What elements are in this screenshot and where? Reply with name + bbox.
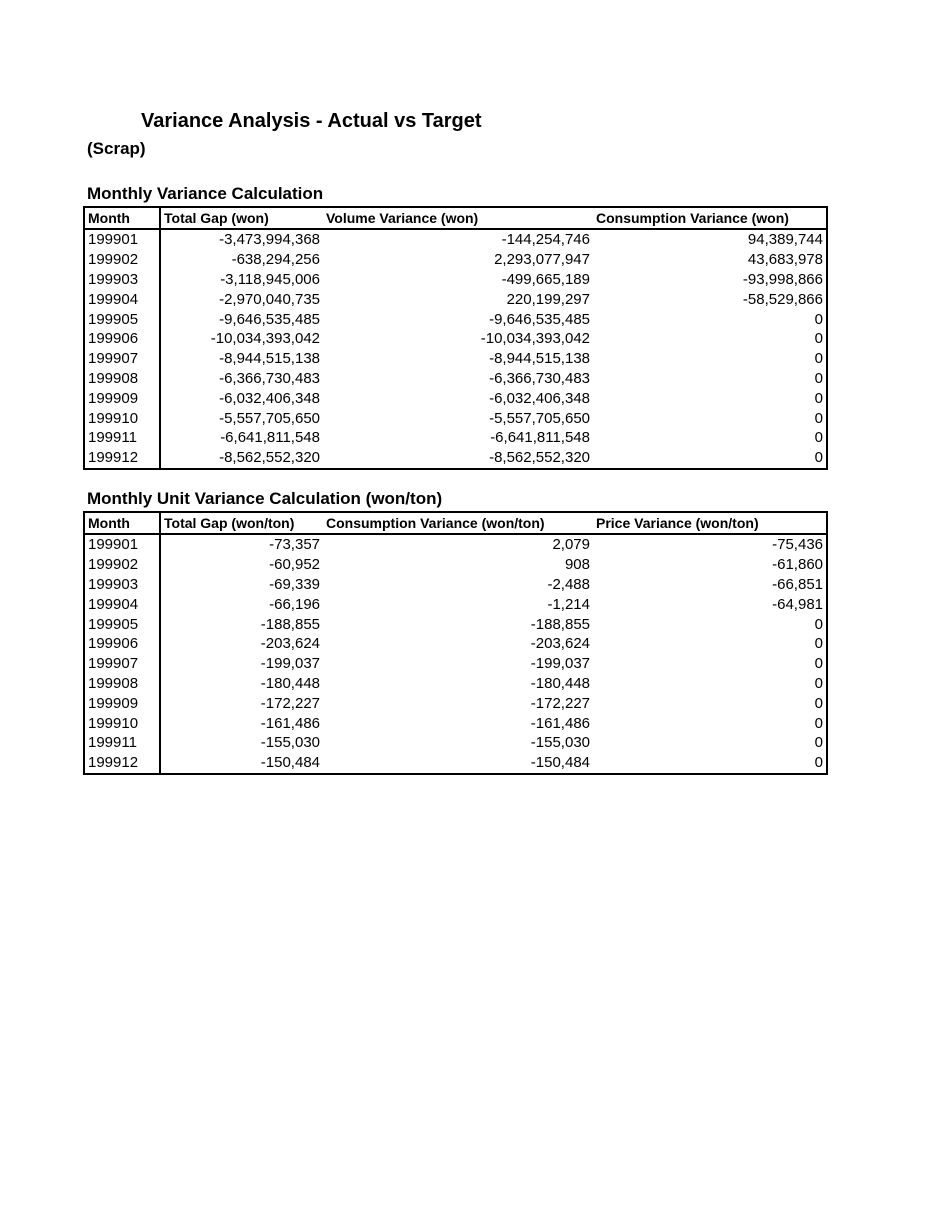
table-row <box>84 388 827 408</box>
table-row <box>84 428 827 448</box>
cell-variance-b: 0 <box>814 734 823 752</box>
cell-variance-a: -6,032,406,348 <box>489 389 590 407</box>
cell-variance-b: 0 <box>814 429 823 447</box>
cell-variance-b: -75,436 <box>772 536 823 554</box>
table-row <box>84 733 827 753</box>
cell-month: 199903 <box>84 575 160 595</box>
cell-total-gap: -150,484 <box>260 754 320 772</box>
cell-total-gap: -161,486 <box>260 714 320 732</box>
table-row <box>84 408 827 428</box>
cell-variance-b: 0 <box>814 694 823 712</box>
cell-variance-b: 0 <box>814 310 823 328</box>
section-title-monthly-unit-variance: Monthly Unit Variance Calculation (won/ton) <box>87 489 443 508</box>
column-header-total-gap: Total Gap (won/ton) <box>160 512 323 534</box>
table-row <box>84 753 827 774</box>
cell-variance-a: -188,855 <box>530 615 590 633</box>
cell-variance-b: 0 <box>814 635 823 653</box>
cell-month: 199904 <box>84 289 160 309</box>
cell-variance-b: 0 <box>814 714 823 732</box>
cell-variance-a: 908 <box>564 556 590 574</box>
monthly-variance-table <box>83 206 828 470</box>
cell-variance-a: -9,646,535,485 <box>489 310 590 328</box>
cell-variance-a: -1,214 <box>547 595 590 613</box>
cell-month: 199907 <box>84 349 160 369</box>
cell-total-gap: -199,037 <box>260 655 320 673</box>
cell-variance-b: 0 <box>814 655 823 673</box>
column-header-volume-variance: Volume Variance (won) <box>323 207 593 229</box>
table-row <box>84 229 827 250</box>
cell-month: 199908 <box>84 674 160 694</box>
cell-variance-a: -155,030 <box>530 734 590 752</box>
cell-total-gap: -10,034,393,042 <box>210 330 320 348</box>
column-header-month: Month <box>84 207 160 229</box>
cell-month: 199902 <box>84 555 160 575</box>
cell-month: 199909 <box>84 388 160 408</box>
table-row <box>84 575 827 595</box>
cell-total-gap: -172,227 <box>260 694 320 712</box>
cell-month: 199905 <box>84 309 160 329</box>
cell-variance-b: 94,389,744 <box>747 231 823 249</box>
cell-variance-a: 2,079 <box>552 536 590 554</box>
cell-month: 199903 <box>84 270 160 290</box>
cell-total-gap: -2,970,040,735 <box>219 290 320 308</box>
cell-variance-b: -66,851 <box>772 575 823 593</box>
cell-total-gap: -6,032,406,348 <box>219 389 320 407</box>
cell-month: 199911 <box>84 733 160 753</box>
cell-month: 199912 <box>84 448 160 469</box>
cell-variance-b: -61,860 <box>772 556 823 574</box>
cell-total-gap: -60,952 <box>269 556 320 574</box>
table-header-row <box>84 512 827 534</box>
cell-total-gap: -66,196 <box>269 595 320 613</box>
cell-total-gap: -3,118,945,006 <box>220 270 320 288</box>
table-row <box>84 614 827 634</box>
cell-total-gap: -203,624 <box>260 635 320 653</box>
cell-variance-a: -6,641,811,548 <box>490 429 590 447</box>
cell-variance-a: -499,665,189 <box>501 270 590 288</box>
cell-total-gap: -188,855 <box>260 615 320 633</box>
cell-total-gap: -155,030 <box>260 734 320 752</box>
column-header-total-gap: Total Gap (won) <box>160 207 323 229</box>
cell-total-gap: -3,473,994,368 <box>219 231 320 249</box>
column-header-price-variance: Price Variance (won/ton) <box>593 512 827 534</box>
cell-variance-b: -58,529,866 <box>742 290 823 308</box>
cell-total-gap: -6,641,811,548 <box>220 429 320 447</box>
table-row <box>84 270 827 290</box>
cell-month: 199906 <box>84 329 160 349</box>
table-row <box>84 289 827 309</box>
cell-variance-a: -203,624 <box>530 635 590 653</box>
table-row <box>84 534 827 555</box>
table-header-row <box>84 207 827 229</box>
monthly-unit-variance-table <box>83 511 828 775</box>
cell-variance-b: 43,683,978 <box>747 251 823 269</box>
cell-variance-b: 0 <box>814 754 823 772</box>
cell-variance-b: -64,981 <box>772 595 823 613</box>
table-row <box>84 349 827 369</box>
cell-variance-b: 0 <box>814 615 823 633</box>
table-row <box>84 250 827 270</box>
cell-variance-b: 0 <box>814 409 823 427</box>
cell-total-gap: -180,448 <box>260 674 320 692</box>
cell-variance-a: -150,484 <box>530 754 590 772</box>
cell-variance-a: 220,199,297 <box>506 290 590 308</box>
cell-month: 199904 <box>84 594 160 614</box>
cell-variance-a: -5,557,705,650 <box>489 409 590 427</box>
cell-month: 199907 <box>84 654 160 674</box>
cell-total-gap: -69,339 <box>269 575 320 593</box>
column-header-month: Month <box>84 512 160 534</box>
column-header-consumption-variance: Consumption Variance (won/ton) <box>323 512 593 534</box>
page-subtitle: (Scrap) <box>87 139 146 158</box>
cell-variance-b: 0 <box>814 350 823 368</box>
table-row <box>84 594 827 614</box>
cell-variance-b: 0 <box>814 674 823 692</box>
cell-variance-b: -93,998,866 <box>742 270 823 288</box>
cell-total-gap: -73,357 <box>269 536 320 554</box>
cell-total-gap: -638,294,256 <box>231 251 320 269</box>
cell-month: 199901 <box>84 229 160 250</box>
cell-variance-a: -8,944,515,138 <box>489 350 590 368</box>
cell-total-gap: -6,366,730,483 <box>219 369 320 387</box>
cell-month: 199902 <box>84 250 160 270</box>
cell-variance-a: -8,562,552,320 <box>489 449 590 467</box>
cell-month: 199908 <box>84 369 160 389</box>
cell-month: 199905 <box>84 614 160 634</box>
table-body <box>84 229 827 469</box>
cell-variance-a: -180,448 <box>530 674 590 692</box>
cell-total-gap: -9,646,535,485 <box>219 310 320 328</box>
column-header-consumption-variance: Consumption Variance (won) <box>593 207 827 229</box>
table-row <box>84 713 827 733</box>
cell-variance-a: -6,366,730,483 <box>489 369 590 387</box>
cell-month: 199906 <box>84 634 160 654</box>
cell-month: 199911 <box>84 428 160 448</box>
table-row <box>84 448 827 469</box>
cell-total-gap: -5,557,705,650 <box>219 409 320 427</box>
cell-total-gap: -8,562,552,320 <box>219 449 320 467</box>
table-body <box>84 534 827 774</box>
cell-variance-b: 0 <box>814 330 823 348</box>
cell-variance-a: -199,037 <box>530 655 590 673</box>
cell-month: 199910 <box>84 713 160 733</box>
cell-total-gap: -8,944,515,138 <box>219 350 320 368</box>
table-row <box>84 369 827 389</box>
cell-variance-a: -172,227 <box>530 694 590 712</box>
table-row <box>84 693 827 713</box>
table-row <box>84 309 827 329</box>
cell-month: 199909 <box>84 693 160 713</box>
section-title-monthly-variance: Monthly Variance Calculation <box>87 184 324 203</box>
cell-month: 199912 <box>84 753 160 774</box>
cell-month: 199910 <box>84 408 160 428</box>
cell-variance-a: -144,254,746 <box>501 231 590 249</box>
cell-variance-a: -161,486 <box>530 714 590 732</box>
cell-variance-a: -10,034,393,042 <box>480 330 590 348</box>
cell-variance-b: 0 <box>814 389 823 407</box>
page-title: Variance Analysis - Actual vs Target <box>141 110 482 132</box>
cell-variance-b: 0 <box>814 449 823 467</box>
cell-variance-b: 0 <box>814 369 823 387</box>
table-row <box>84 634 827 654</box>
table-row <box>84 674 827 694</box>
table-row <box>84 555 827 575</box>
cell-variance-a: -2,488 <box>547 575 590 593</box>
cell-variance-a: 2,293,077,947 <box>494 251 590 269</box>
table-row <box>84 654 827 674</box>
table-row <box>84 329 827 349</box>
cell-month: 199901 <box>84 534 160 555</box>
